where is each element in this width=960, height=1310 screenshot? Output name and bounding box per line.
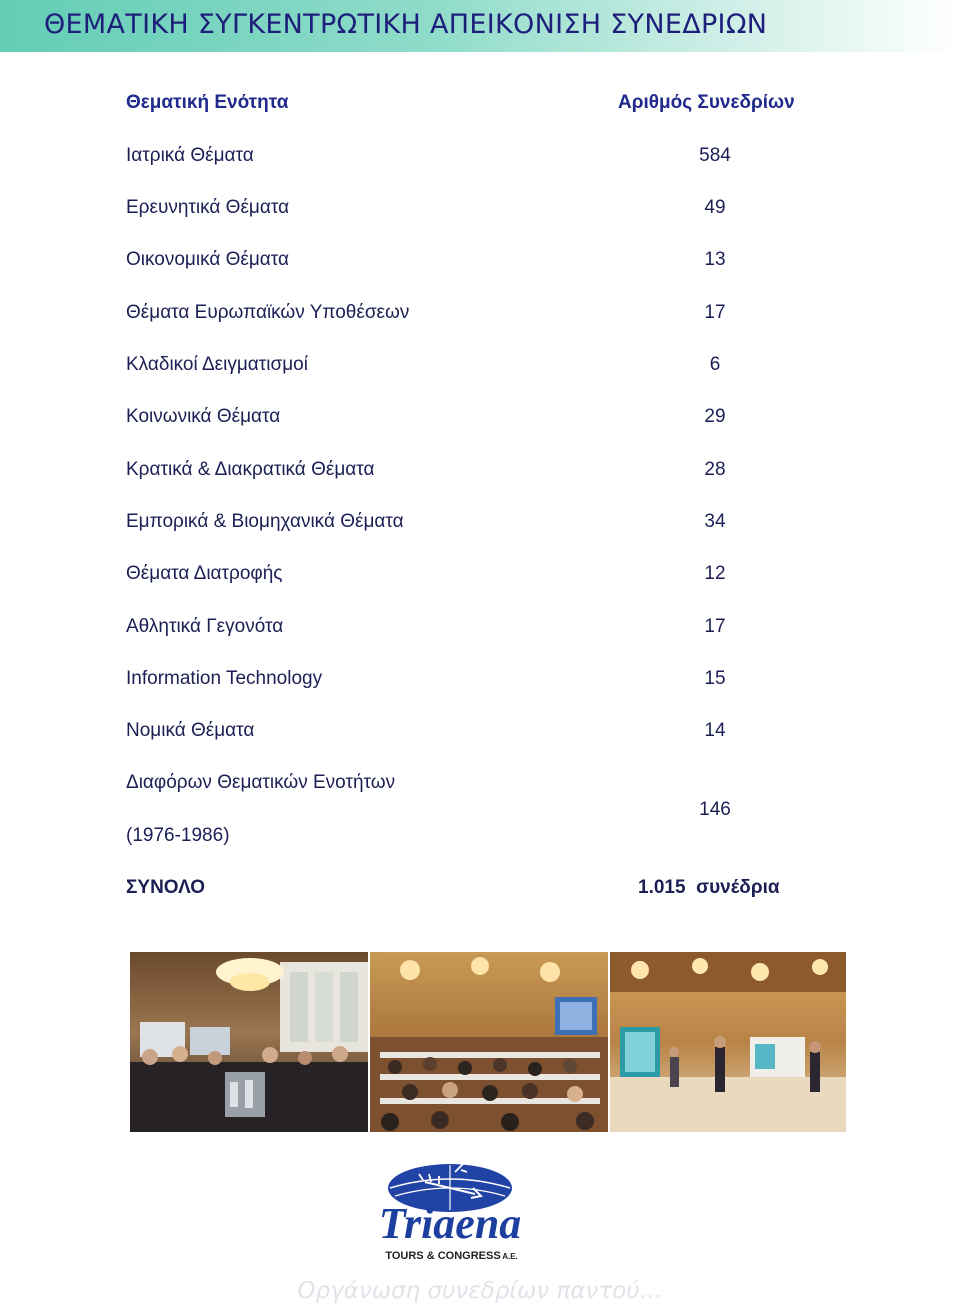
row-value: 146 (699, 799, 731, 820)
table-row (0, 406, 960, 436)
row-label: Information Technology (126, 668, 323, 689)
conference-photo-reception (130, 952, 368, 1132)
globe-trident-icon (355, 1160, 545, 1265)
row-label: Θέματα Διατροφής (126, 563, 283, 584)
logo-name: Triaena (378, 1199, 522, 1248)
logo-suffix: A.E. (502, 1252, 518, 1261)
title-banner (0, 0, 960, 52)
row-label: Ερευνητικά Θέματα (126, 197, 290, 218)
table-row (0, 616, 960, 646)
table-row (0, 145, 960, 175)
column-header-topic: Θεματική Ενότητα (126, 92, 289, 113)
row-label: Θέματα Ευρωπαϊκών Υποθέσεων (126, 302, 410, 323)
row-value: 13 (704, 249, 726, 270)
row-value: 28 (704, 459, 726, 480)
conference-photo-lecture (370, 952, 608, 1132)
table-row (0, 249, 960, 279)
row-label: Οικονομικά Θέματα (126, 249, 290, 270)
conference-photo-exhibition (610, 952, 846, 1132)
row-label: Κοινωνικά Θέματα (126, 406, 281, 427)
column-header-count: Αριθμός Συνεδρίων (618, 92, 795, 113)
row-label: Κλαδικοί Δειγματισμοί (126, 354, 308, 375)
row-value: 584 (699, 145, 731, 166)
table-row (0, 354, 960, 384)
row-value: 34 (704, 511, 726, 532)
row-label: Αθλητικά Γεγονότα (126, 616, 284, 637)
tagline: Οργάνωση συνεδρίων παντού… (297, 1278, 663, 1304)
table-row (0, 511, 960, 541)
row-value: 17 (704, 616, 726, 637)
table-row (0, 668, 960, 698)
total-label: ΣΥΝΟΛΟ (126, 877, 206, 898)
table-row (0, 197, 960, 227)
row-value: 17 (704, 302, 726, 323)
triaena-logo (355, 1160, 545, 1265)
row-label: Διαφόρων Θεματικών Ενοτήτων (126, 772, 396, 793)
row-label: Κρατικά & Διακρατικά Θέματα (126, 459, 375, 480)
row-value: 15 (704, 668, 726, 689)
row-value: 49 (704, 197, 726, 218)
row-label: Νομικά Θέματα (126, 720, 255, 741)
table-row (0, 563, 960, 593)
row-value: 29 (704, 406, 726, 427)
logo-subtitle: TOURS & CONGRESS (385, 1250, 501, 1262)
row-label: Ιατρικά Θέματα (126, 145, 254, 166)
row-label: Εμπορικά & Βιομηχανικά Θέματα (126, 511, 404, 532)
total-value: 1.015 συνέδρια (638, 877, 780, 898)
row-value: 14 (704, 720, 726, 741)
table-row (0, 720, 960, 750)
row-value: 6 (709, 354, 721, 375)
row-label-years: (1976-1986) (126, 825, 230, 846)
table-row (0, 302, 960, 332)
page-title: ΘΕΜΑΤΙΚΗ ΣΥΓΚΕΝΤΡΩΤΙΚΗ ΑΠΕΙΚΟΝΙΣΗ ΣΥΝΕΔΡΙΩΝ (44, 9, 768, 40)
table-row (0, 459, 960, 489)
row-value: 12 (704, 563, 726, 584)
